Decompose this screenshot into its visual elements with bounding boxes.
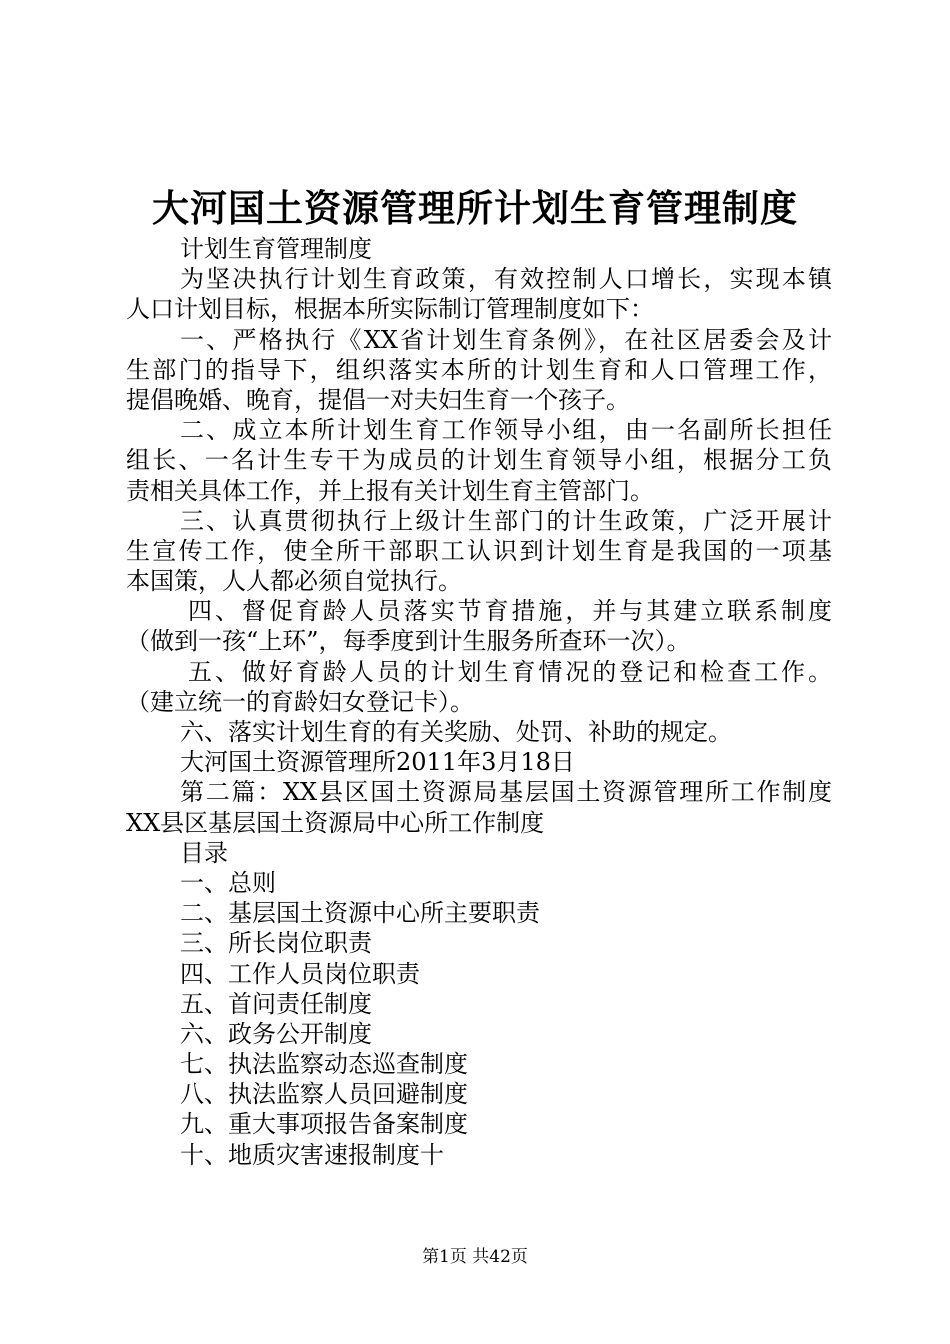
body-line: 三、认真贯彻执行上级计生部门的计生政策，广泛开展计 xyxy=(180,506,832,535)
body-line: 计划生育管理制度 xyxy=(180,235,372,263)
body-line: 责相关具体工作，并上报有关计划生育主管部门。 xyxy=(126,476,654,505)
body-line: 二、成立本所计划生育工作领导小组，由一名副所长担任 xyxy=(180,416,832,445)
body-line: 人口计划目标，根据本所实际制订管理制度如下： xyxy=(126,295,654,324)
body-line: 四、督促育龄人员落实节育措施，并与其建立联系制度 xyxy=(188,597,832,626)
toc-item: 三、所长岗位职责 xyxy=(180,929,372,958)
body-line: （做到一孩“上环”，每季度到计生服务所查环一次）。 xyxy=(126,627,691,656)
toc-item: 九、重大事项报告备案制度 xyxy=(180,1110,468,1139)
body-line: 为坚决执行计划生育政策，有效控制人口增长，实现本镇 xyxy=(180,265,832,294)
toc-item: 一、总则 xyxy=(180,868,276,897)
body-line: 大河国土资源管理所2011年3月18日 xyxy=(180,748,575,777)
page-footer: 第1页 共42页 xyxy=(422,1247,528,1267)
body-line: 第二篇：XX县区国土资源局基层国土资源管理所工作制度 xyxy=(180,778,832,807)
toc-item: 六、政务公开制度 xyxy=(180,1019,372,1048)
body-line: 组长、一名计生专干为成员的计划生育领导小组，根据分工负 xyxy=(126,446,832,475)
document-body xyxy=(126,234,832,1170)
body-line: 生部门的指导下，组织落实本所的计划生育和人口管理工作， xyxy=(126,355,832,384)
body-line: 一、严格执行《XX省计划生育条例》，在社区居委会及计 xyxy=(180,325,832,354)
body-line: 本国策，人人都必须自觉执行。 xyxy=(126,567,462,596)
toc-item: 十、地质灾害速报制度十 xyxy=(180,1140,444,1169)
body-line: 五、做好育龄人员的计划生育情况的登记和检查工作。 xyxy=(188,657,832,686)
toc-heading: 目录 xyxy=(180,838,228,867)
toc-item: 八、执法监察人员回避制度 xyxy=(180,1080,468,1109)
body-line: 生宣传工作，使全所干部职工认识到计划生育是我国的一项基 xyxy=(126,536,832,565)
toc-item: 五、首问责任制度 xyxy=(180,989,372,1018)
toc-item: 七、执法监察动态巡查制度 xyxy=(180,1050,468,1079)
body-line: （建立统一的育龄妇女登记卡）。 xyxy=(126,687,474,716)
toc-item: 二、基层国土资源中心所主要职责 xyxy=(180,899,540,928)
body-line: 提倡晚婚、晚育，提倡一对夫妇生育一个孩子。 xyxy=(126,385,630,414)
document-title: 大河国土资源管理所计划生育管理制度 xyxy=(152,186,798,230)
toc-item: 四、工作人员岗位职责 xyxy=(180,959,420,988)
body-line: XX县区基层国土资源局中心所工作制度 xyxy=(126,808,545,837)
body-line: 六、落实计划生育的有关奖励、处罚、补助的规定。 xyxy=(180,718,732,746)
